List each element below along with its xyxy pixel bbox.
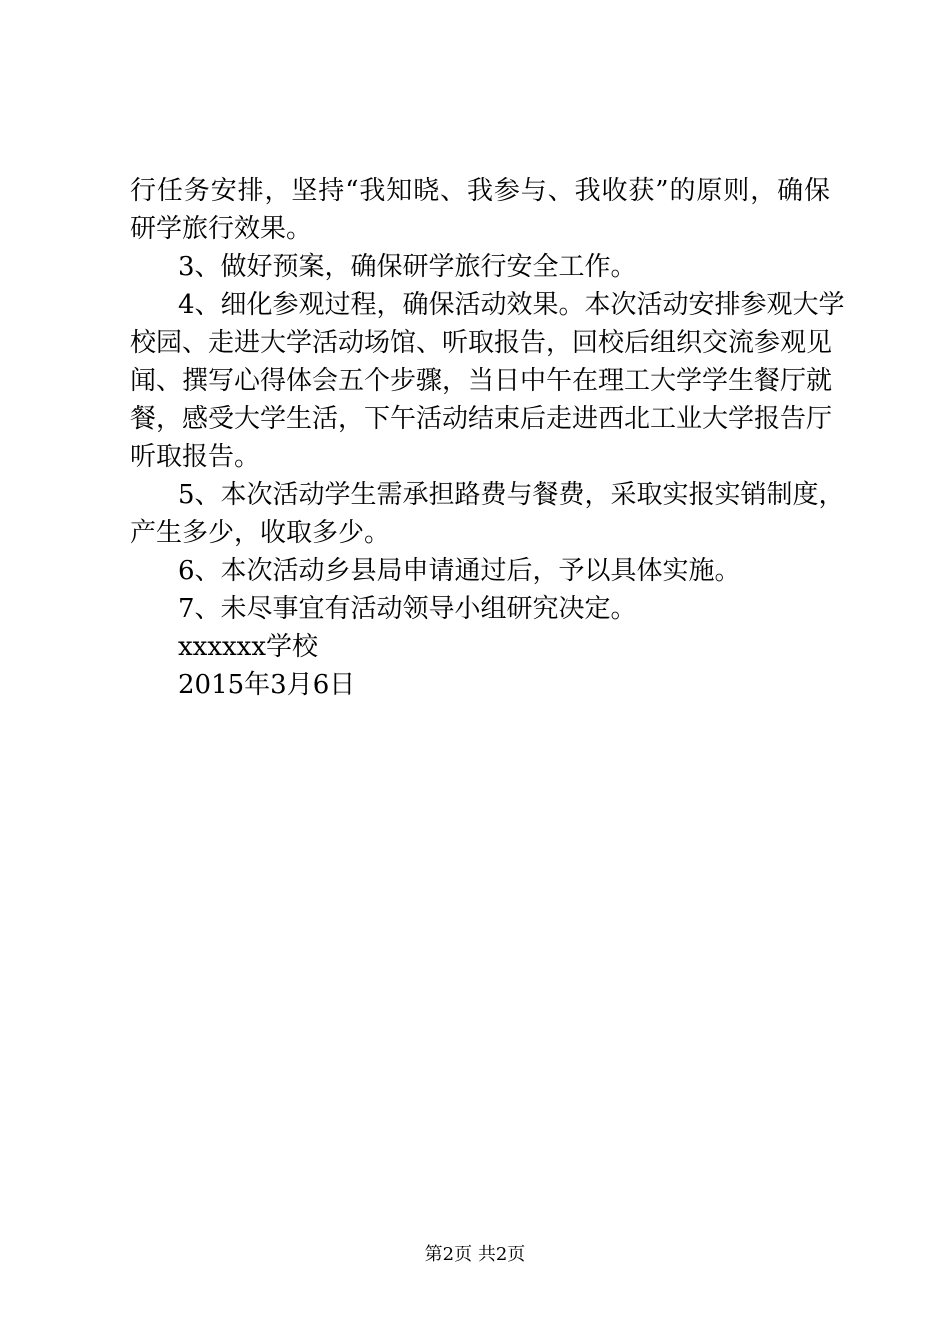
paragraph-line: 3、做好预案，确保研学旅行安全工作。 bbox=[178, 252, 637, 282]
paragraph-line: 产生多少，收取多少。 bbox=[130, 518, 391, 548]
paragraph-line: 7、未尽事宜有活动领导小组研究决定。 bbox=[178, 594, 637, 624]
paragraph-line: 6、本次活动乡县局申请通过后，予以具体实施。 bbox=[178, 556, 741, 586]
paragraph-line: 4、细化参观过程，确保活动效果。本次活动安排参观大学 bbox=[178, 290, 845, 320]
paragraph-line: 5、本次活动学生需承担路费与餐费，采取实报实销制度， bbox=[178, 480, 845, 510]
paragraph-line: 研学旅行效果。 bbox=[130, 214, 313, 244]
signature-date: 2015年3月6日 bbox=[178, 670, 356, 700]
paragraph-line: 闻、撰写心得体会五个步骤，当日中午在理工大学学生餐厅就 bbox=[130, 366, 833, 396]
paragraph-line: 校园、走进大学活动场馆、听取报告，回校后组织交流参观见 bbox=[130, 328, 833, 358]
paragraph-line: 听取报告。 bbox=[130, 442, 261, 472]
paragraph-line: 行任务安排，坚持“我知晓、我参与、我收获”的原则，确保 bbox=[130, 176, 830, 206]
signature-school: xxxxxx学校 bbox=[178, 632, 318, 662]
document-body bbox=[130, 172, 845, 704]
page-footer: 第2页 共2页 bbox=[424, 1244, 526, 1265]
paragraph-line: 餐，感受大学生活，下午活动结束后走进西北工业大学报告厅 bbox=[130, 404, 833, 434]
